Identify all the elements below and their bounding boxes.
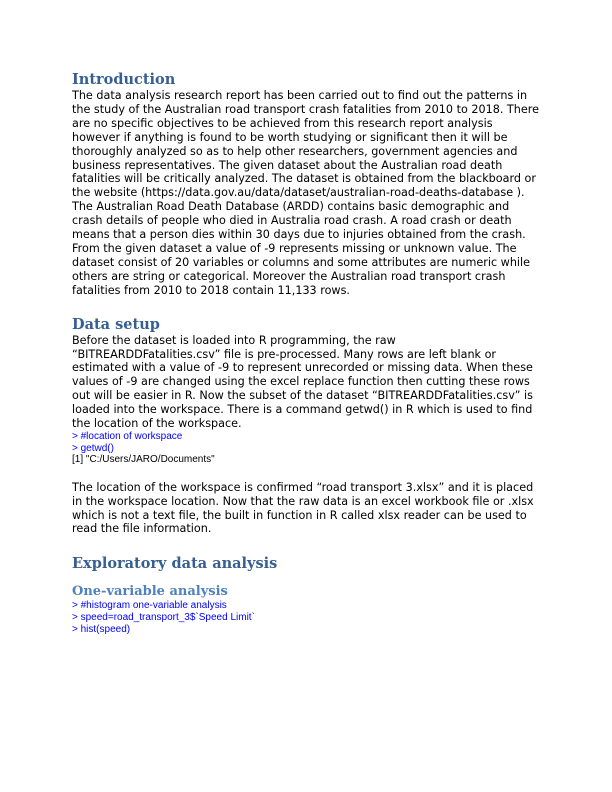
section-heading-introduction: Introduction xyxy=(72,71,176,88)
introduction-paragraph: The data analysis research report has been carried out to find out the patterns in the study of the Australian road transport crash fatalities from 2010 to 2018. There are no specific objectives to be achieved from this research report analysis however if anything is found to be worth studying or significant then it will be thoroughly analyzed so as to help other researchers, government agencies and business representatives. The given dataset about the Australian road death fatalities will be critically analyzed. The dataset is obtained from the blackboard or the website (https://data.gov.au/data/dataset/australian-road-deaths-database ). The Australian Road Death Database (ARDD) contains basic demographic and crash details of people who died in Australia road crash. A road crash or death means that a person dies within 30 days due to injuries obtained from the crash. From the given dataset a value of -9 represents missing or unknown value. The dataset consist of 20 variables or columns and some attributes are numeric while others are string or categorical. Moreover the Australian road transport crash fatalities from 2010 to 2018 contain 11,133 rows. xyxy=(72,89,539,297)
subsection-heading-one-variable: One-variable analysis xyxy=(72,584,228,600)
code-line: > getwd() xyxy=(72,442,114,454)
code-line: > #location of workspace xyxy=(72,430,183,442)
code-line: > speed=road_transport_3$`Speed Limit` xyxy=(72,611,255,623)
data-setup-paragraph-1: Before the dataset is loaded into R programming, the raw “BITREARDDFatalities.csv” file is pre-processed. Many rows are left blank or estimated with a value of -9 to represent unrecorded or missing data. When these values of -9 are changed using the excel replace function then cutting these rows out will be easier in R. Now the subset of the dataset “BITREARDDFatalities.csv” is loaded into the workspace. There is a command getwd() in R which is used to find the location of the workspace. xyxy=(72,333,533,431)
code-block-getwd xyxy=(72,431,542,466)
code-output-line: [1] "C:/Users/JARO/Documents" xyxy=(72,454,215,466)
code-line: > hist(speed) xyxy=(72,623,131,635)
section-heading-eda: Exploratory data analysis xyxy=(72,555,278,573)
data-setup-paragraph-2: The location of the workspace is confirmed “road transport 3.xlsx” and it is placed in the workspace location. Now that the raw data is an excel workbook file or .xlsx which is not a text file, the built in function in R called xlsx reader can be used to read the file information. xyxy=(72,480,534,536)
document-page xyxy=(72,70,542,635)
code-block-histogram xyxy=(72,600,542,635)
section-heading-data-setup: Data setup xyxy=(72,315,160,333)
code-line: > #histogram one-variable analysis xyxy=(72,600,227,612)
